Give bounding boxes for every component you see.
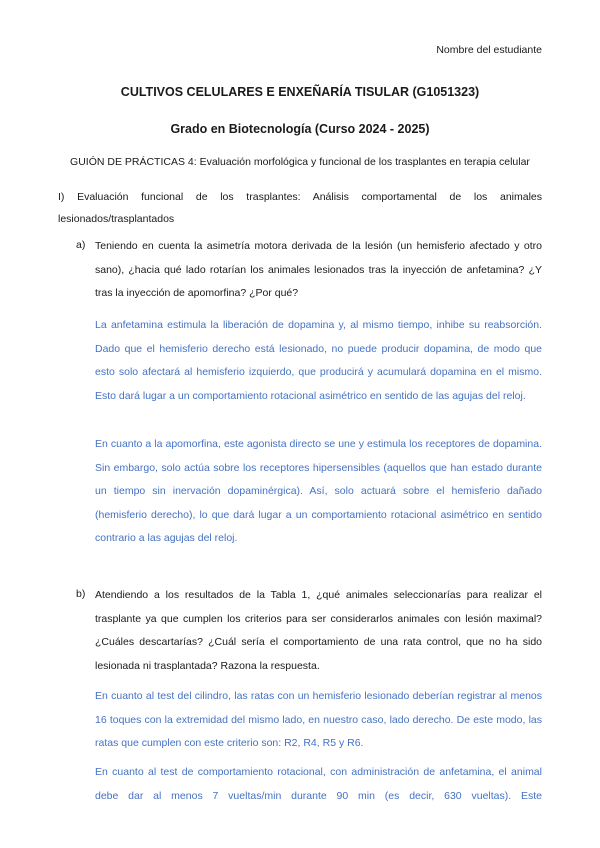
question-b-text: Atendiendo a los resultados de la Tabla 1, ¿qué animales seleccionarías para realizar el trasplante ya que cumplen los criterios para ser considerarlos animales con lesión maximal? ¿Cuáles descartarías? ¿Cuál sería el comportamiento de una rata control, que no ha sido lesionada ni trasplantada? Razona la respuesta. bbox=[95, 589, 542, 672]
question-b-label: b) bbox=[76, 588, 86, 600]
section-heading: I) Evaluación funcional de los trasplantes: Análisis comportamental de los animales lesionados/trasplantados bbox=[58, 191, 542, 225]
practice-guide-title: GUIÓN DE PRÁCTICAS 4: Evaluación morfológica y funcional de los trasplantes en terapia celular bbox=[70, 156, 530, 168]
answer-b-paragraph-2: En cuanto al test de comportamiento rotacional, con administración de anfetamina, el animal debe dar al menos 7 vueltas/min durante 90 min (es decir, 630 vueltas). Este bbox=[95, 766, 542, 802]
answer-a-paragraph-1: La anfetamina estimula la liberación de dopamina y, al mismo tiempo, inhibe su reabsorción. Dado que el hemisferio derecho está lesionado, no puede producir dopamina, de modo que esto solo afectará al hemisferio izquierdo, que producirá y acumulará dopamina en el mismo. Esto dará lugar a un comportamiento rotacional asimétrico en sentido de las agujas del reloj. bbox=[95, 319, 542, 402]
course-title: CULTIVOS CELULARES E ENXEÑARÍA TISULAR (G1051323) bbox=[120, 85, 480, 99]
answer-a-paragraph-2: En cuanto a la apomorfina, este agonista directo se une y estimula los receptores de dopamina. Sin embargo, solo actúa sobre los receptores hipersensibles (aquellos que han estado durante un tiempo sin inervación dopaminérgica). Así, solo actuará sobre el hemisferio dañado (hemisferio derecho), lo que dará lugar a un comportamiento rotacional asimétrico en sentido contrario a las agujas del reloj. bbox=[95, 438, 542, 544]
degree-title: Grado en Biotecnología (Curso 2024 - 2025) bbox=[170, 122, 430, 136]
question-a-label: a) bbox=[76, 239, 86, 251]
student-name: Nombre del estudiante bbox=[436, 44, 542, 56]
question-a-text: Teniendo en cuenta la asimetría motora derivada de la lesión (un hemisferio afectado y otro sano), ¿hacia qué lado rotarían los animales lesionados tras la inyección de anfetamina? ¿Y tras la inyección de apomorfina? ¿Por qué? bbox=[95, 240, 542, 299]
answer-b-paragraph-1: En cuanto al test del cilindro, las ratas con un hemisferio lesionado deberían registrar al menos 16 toques con la extremidad del mismo lado, en nuestro caso, lado derecho. De este modo, las ratas que cumplen con este criterio son: R2, R4, R5 y R6. bbox=[95, 690, 542, 749]
